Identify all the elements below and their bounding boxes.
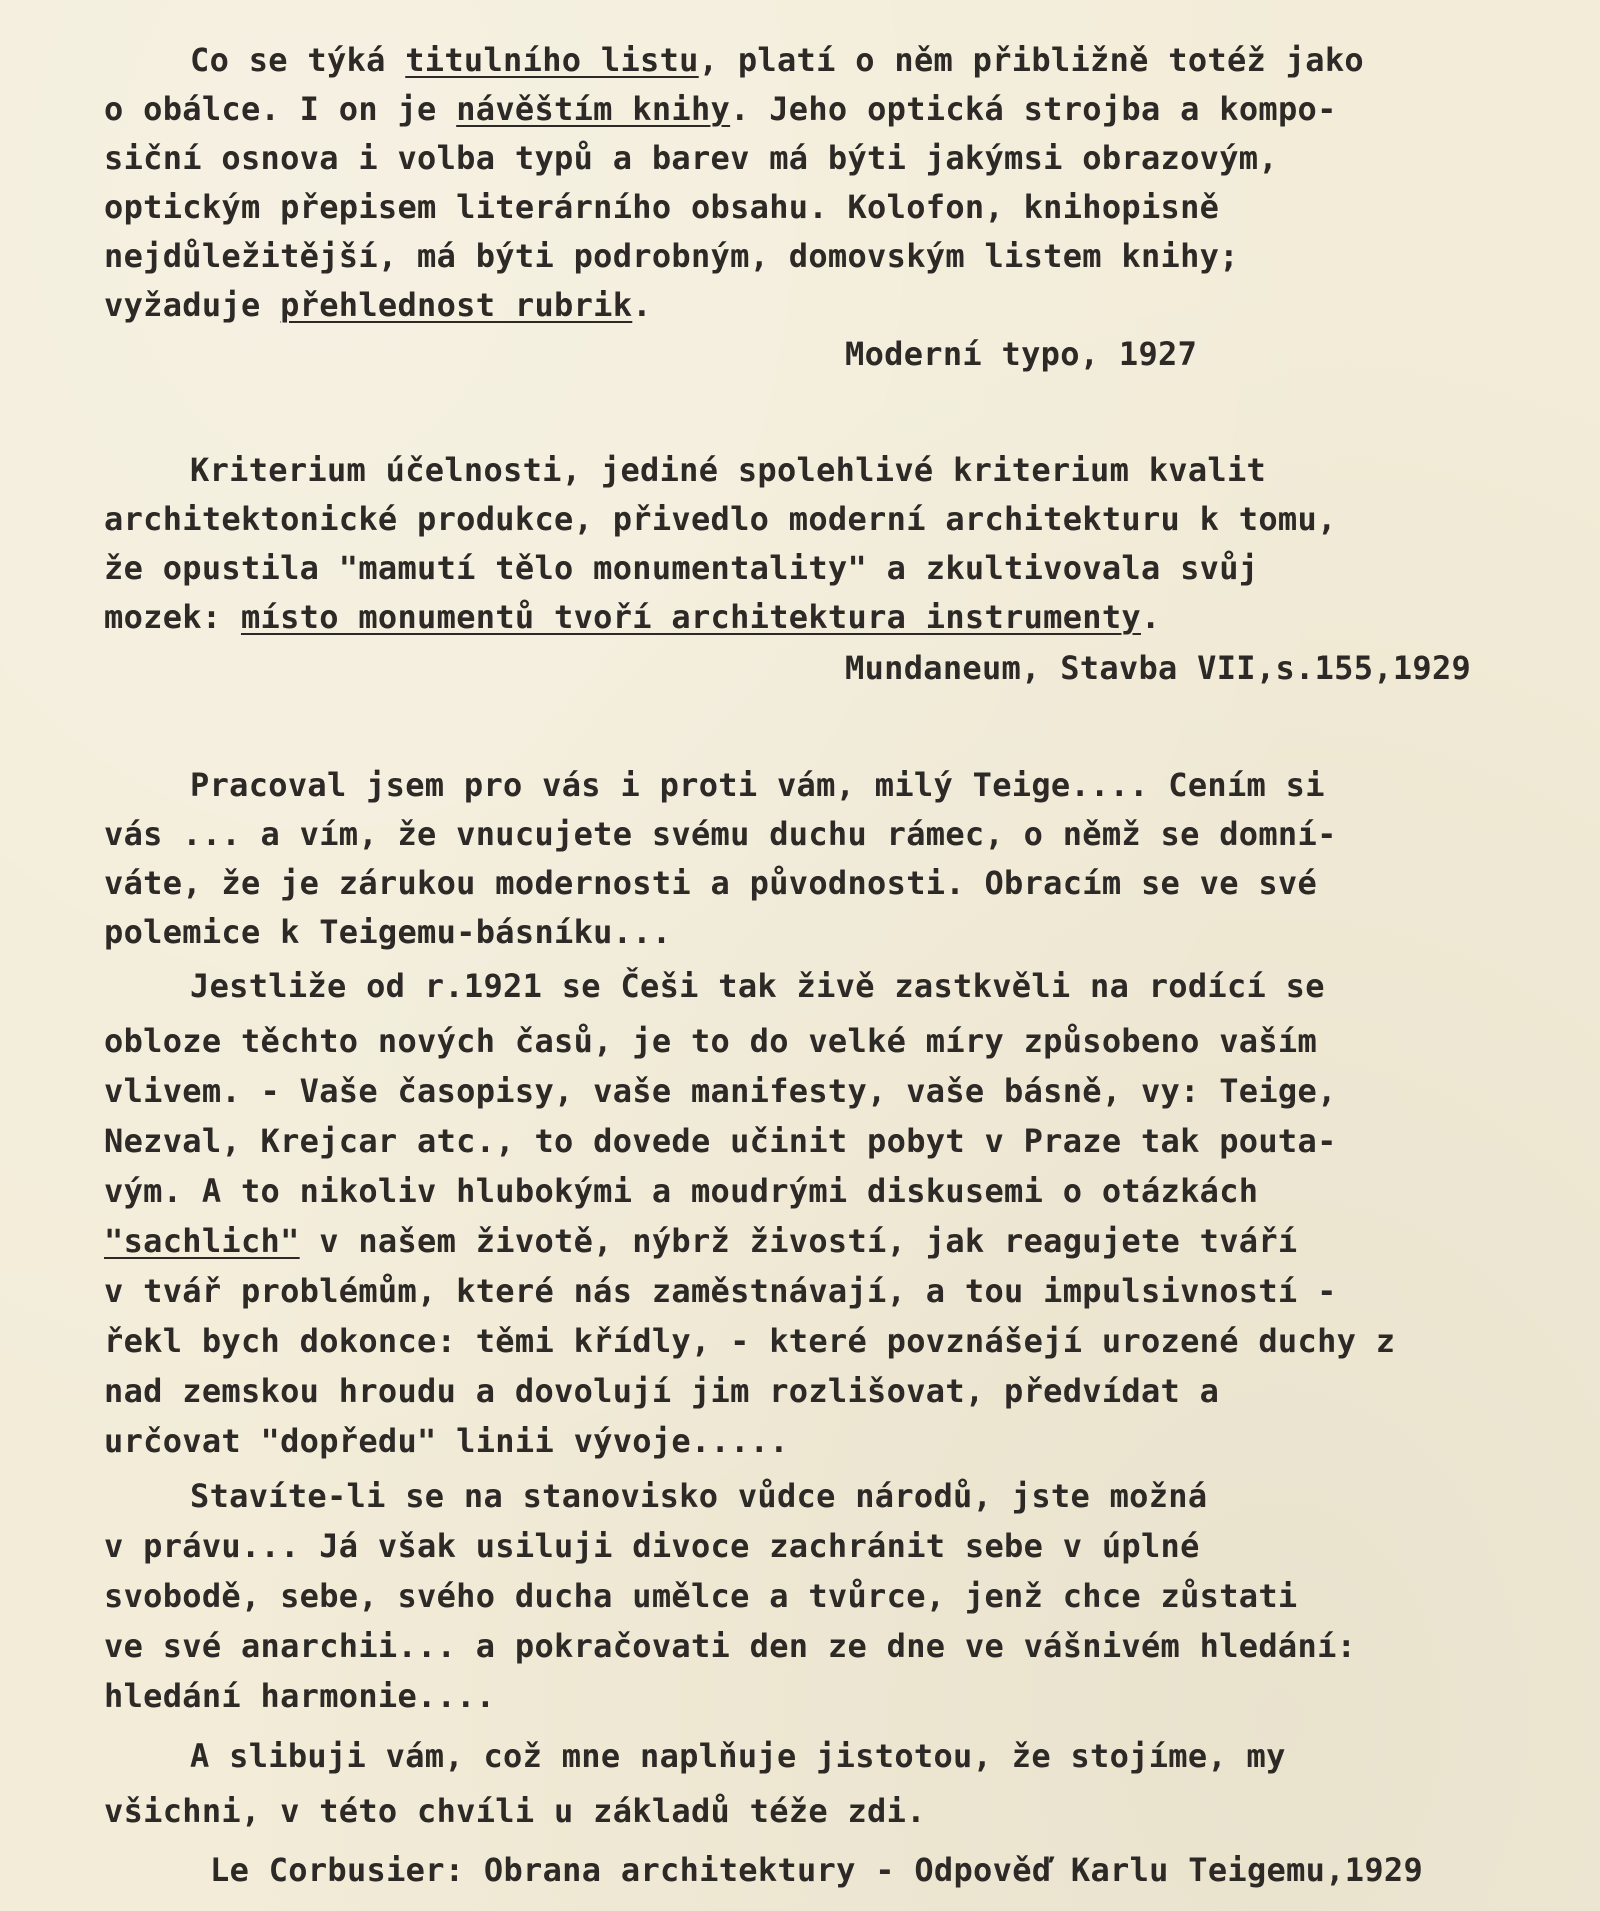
text-run: . Jeho optická strojba a kompo- (730, 90, 1337, 128)
text-line (104, 1419, 789, 1463)
text-run: Jestliže od r.1921 se Češi tak živě zastkvěli na rodící se (190, 967, 1325, 1005)
text-run: v právu... Já však usiluji divoce zachránit sebe v úplné (104, 1527, 1200, 1565)
text-line (104, 185, 1219, 229)
text-run: mozek: (104, 598, 241, 636)
text-line (104, 1019, 1317, 1063)
underlined-phrase: titulního listu (405, 41, 699, 79)
text-line (190, 1474, 1207, 1518)
underlined-phrase: místo monumentů tvoří architektura instrumenty (240, 598, 1141, 636)
text-run: vým. A to nikoliv hlubokými a moudrými diskusemi o otázkách (104, 1172, 1259, 1210)
text-run: hledání harmonie.... (104, 1677, 496, 1715)
text-line (104, 1789, 926, 1833)
text-line (104, 234, 1239, 278)
text-line (104, 1574, 1298, 1618)
text-run: , platí o něm přibližně totéž jako (698, 41, 1364, 79)
text-run: Nezval, Krejcar atc., to dovede učinit pobyt v Praze tak pouta- (104, 1122, 1337, 1160)
text-line (104, 136, 1278, 180)
text-line (190, 38, 1364, 82)
text-line (104, 1524, 1200, 1568)
text-run: vyžaduje (104, 286, 281, 324)
text-run: že opustila "mamutí tělo monumentality" a zkultivovala svůj (104, 549, 1259, 587)
quote-attribution: Mundaneum, Stavba VII,s.155,1929 (845, 649, 1472, 687)
text-line (104, 861, 1317, 905)
text-line (104, 595, 1161, 639)
text-line (104, 1069, 1337, 1113)
text-line (190, 964, 1325, 1008)
text-run: všichni, v této chvíli u základů téže zdi. (104, 1792, 926, 1830)
text-run: architektonické produkce, přivedlo moderní architekturu k tomu, (104, 500, 1337, 538)
text-line (104, 1119, 1337, 1163)
text-run: Pracoval jsem pro vás i proti vám, milý Teige.... Cením si (190, 766, 1325, 804)
text-line (104, 1219, 1298, 1263)
text-line (190, 1734, 1286, 1778)
text-run: A slibuji vám, což mne naplňuje jistotou, že stojíme, my (190, 1737, 1286, 1775)
text-line (104, 1624, 1356, 1668)
text-run: optickým přepisem literárního obsahu. Kolofon, knihopisně (104, 188, 1220, 226)
text-line (104, 812, 1337, 856)
text-run: siční osnova i volba typů a barev má býti jakýmsi obrazovým, (104, 139, 1278, 177)
text-run: Stavíte-li se na stanovisko vůdce národů, jste možná (190, 1477, 1208, 1515)
text-line (190, 448, 1266, 492)
text-line (104, 497, 1337, 541)
text-line (104, 283, 652, 327)
underlined-phrase: přehlednost rubrik (280, 286, 633, 324)
text-run: nejdůležitější, má býti podrobným, domovským listem knihy; (104, 237, 1239, 275)
text-run: Kriterium účelnosti, jediné spolehlivé kriterium kvalit (190, 451, 1267, 489)
text-line (104, 1169, 1258, 1213)
text-line (190, 763, 1325, 807)
text-line (104, 1674, 495, 1718)
text-run: v tvář problémům, které nás zaměstnávají, a tou impulsivností - (104, 1272, 1337, 1310)
text-line (104, 1369, 1219, 1413)
text-run: určovat "dopředu" linii vývoje..... (104, 1422, 789, 1460)
text-run: Co se týká (190, 41, 406, 79)
text-run: svobodě, sebe, svého ducha umělce a tvůrce, jenž chce zůstati (104, 1577, 1298, 1615)
text-run: vás ... a vím, že vnucujete svému duchu rámec, o němž se domní- (104, 815, 1337, 853)
text-run: ve své anarchii... a pokračovati den ze dne ve vášnivém hledání: (104, 1627, 1357, 1665)
text-line (104, 87, 1337, 131)
text-run: . (1141, 598, 1161, 636)
text-run: o obálce. I on je (104, 90, 457, 128)
text-line (104, 1319, 1395, 1363)
text-line (104, 910, 671, 954)
text-run: řekl bych dokonce: těmi křídly, - které povznášejí urozené duchy z (104, 1322, 1396, 1360)
underlined-phrase: "sachlich" (104, 1222, 300, 1260)
text-run: . (632, 286, 652, 324)
text-run: nad zemskou hroudu a dovolují jim rozlišovat, předvídat a (104, 1372, 1220, 1410)
underlined-phrase: návěštím knihy (456, 90, 731, 128)
text-run: polemice k Teigemu-básníku... (104, 913, 672, 951)
text-run: v našem životě, nýbrž živostí, jak reagujete tváří (299, 1222, 1298, 1260)
text-run: vlivem. - Vaše časopisy, vaše manifesty, vaše básně, vy: Teige, (104, 1072, 1337, 1110)
text-run: váte, že je zárukou modernosti a původnosti. Obracím se ve své (104, 864, 1318, 902)
quote-attribution: Le Corbusier: Obrana architektury - Odpověď Karlu Teigemu,1929 (210, 1851, 1424, 1889)
text-line (104, 546, 1258, 590)
text-line (104, 1269, 1337, 1313)
quote-attribution: Moderní typo, 1927 (845, 335, 1198, 373)
text-run: obloze těchto nových časů, je to do velké míry způsobeno vaším (104, 1022, 1318, 1060)
